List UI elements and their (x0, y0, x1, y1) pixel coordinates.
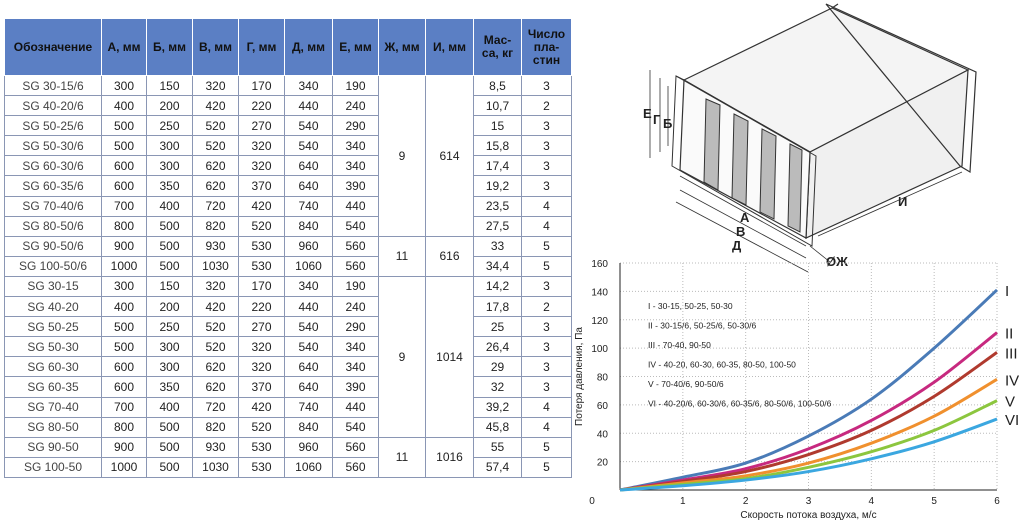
legend-entry: IV - 40-20, 60-30, 60-35, 80-50, 100-50 (648, 359, 796, 370)
dimension-cell: 350 (147, 176, 193, 196)
dimension-cell: 400 (102, 96, 147, 116)
dimension-cell: 440 (333, 196, 379, 216)
model-cell: SG 40-20 (5, 297, 102, 317)
dimension-cell: 560 (333, 437, 379, 457)
dimension-cell: 390 (333, 176, 379, 196)
dimension-cell: 530 (239, 437, 285, 457)
y-tick-label: 20 (596, 457, 608, 469)
dimension-cell: 400 (102, 297, 147, 317)
dimension-cell: 620 (193, 377, 239, 397)
plates-cell: 4 (522, 196, 572, 216)
dimension-cell: 820 (193, 216, 239, 236)
mass-cell: 39,2 (474, 397, 522, 417)
dimension-cell: 540 (333, 417, 379, 437)
model-cell: SG 80-50/6 (5, 216, 102, 236)
dimension-cell: 340 (285, 76, 333, 96)
y-tick-label: 100 (591, 344, 608, 356)
model-cell: SG 60-30 (5, 357, 102, 377)
dimension-cell: 1030 (193, 256, 239, 276)
model-cell: SG 90-50/6 (5, 236, 102, 256)
table-header-row (5, 19, 572, 76)
dimension-cell: 440 (285, 96, 333, 116)
column-header: Е, мм (333, 19, 379, 76)
dimension-cell: 840 (285, 417, 333, 437)
table-body (5, 76, 572, 478)
mass-cell: 45,8 (474, 417, 522, 437)
dimension-cell: 600 (102, 176, 147, 196)
mass-cell: 8,5 (474, 76, 522, 96)
table-row (5, 337, 572, 357)
dimension-cell: 900 (102, 437, 147, 457)
dimension-cell: 370 (239, 176, 285, 196)
dimension-cell: 930 (193, 437, 239, 457)
dimension-cell: 340 (333, 337, 379, 357)
dimension-cell: 930 (193, 236, 239, 256)
dimension-cell: 960 (285, 437, 333, 457)
model-cell: SG 100-50/6 (5, 256, 102, 276)
model-cell: SG 80-50 (5, 417, 102, 437)
dimension-cell: 530 (239, 236, 285, 256)
x-tick-label: 0 (589, 496, 595, 507)
plates-cell: 3 (522, 176, 572, 196)
dimension-cell: 420 (239, 397, 285, 417)
model-cell: SG 50-25 (5, 317, 102, 337)
dimension-cell: 420 (193, 297, 239, 317)
x-tick-label: 3 (805, 496, 812, 507)
dimension-cell: 390 (333, 377, 379, 397)
mass-cell: 14,2 (474, 276, 522, 296)
dimension-cell: 520 (193, 337, 239, 357)
dimension-cell: 740 (285, 196, 333, 216)
legend-entry: I - 30-15, 50-25, 50-30 (648, 301, 733, 311)
plates-cell: 3 (522, 317, 572, 337)
mass-cell: 15 (474, 116, 522, 136)
dimension-cell: 560 (333, 457, 379, 477)
dimension-cell: 420 (239, 196, 285, 216)
table-row (5, 136, 572, 156)
legend-entry: V - 70-40/6, 90-50/6 (648, 379, 724, 389)
y-tick-label: 120 (591, 315, 608, 327)
table-row (5, 397, 572, 417)
x-tick-label: 2 (742, 496, 749, 507)
dim-label-zh: ØЖ (826, 254, 848, 269)
model-cell: SG 70-40/6 (5, 196, 102, 216)
dim-label-v: В (736, 224, 746, 239)
dimension-cell: 530 (239, 256, 285, 276)
dimension-zh-cell: 11 (379, 437, 426, 477)
plates-cell: 5 (522, 236, 572, 256)
x-axis-label: Скорость потока воздуха, м/с (740, 510, 877, 521)
dimension-cell: 300 (102, 276, 147, 296)
dimension-cell: 400 (147, 196, 193, 216)
dimension-cell: 340 (333, 357, 379, 377)
mass-cell: 32 (474, 377, 522, 397)
model-cell: SG 60-35 (5, 377, 102, 397)
dimension-cell: 640 (285, 357, 333, 377)
dimension-cell: 440 (333, 397, 379, 417)
dimension-cell: 720 (193, 196, 239, 216)
legend-entry: III - 70-40, 90-50 (648, 340, 711, 350)
table-row (5, 276, 572, 296)
plates-cell: 5 (522, 256, 572, 276)
dimension-cell: 800 (102, 417, 147, 437)
table-row (5, 156, 572, 176)
dimension-cell: 370 (239, 377, 285, 397)
column-header: Ж, мм (379, 19, 426, 76)
dimension-cell: 640 (285, 156, 333, 176)
mass-cell: 23,5 (474, 196, 522, 216)
mass-cell: 57,4 (474, 457, 522, 477)
dimension-cell: 290 (333, 116, 379, 136)
mass-cell: 15,8 (474, 136, 522, 156)
dimension-cell: 1030 (193, 457, 239, 477)
dimension-cell: 320 (193, 76, 239, 96)
dimension-cell: 820 (193, 417, 239, 437)
dimension-cell: 540 (285, 337, 333, 357)
pressure-loss-chart (560, 245, 1024, 523)
dimension-cell: 600 (102, 357, 147, 377)
column-header: Б, мм (147, 19, 193, 76)
legend-entry: VI - 40-20/6, 60-30/6, 60-35/6, 80-50/6, 100-50/6 (648, 398, 832, 409)
plates-cell: 3 (522, 377, 572, 397)
dim-label-b: Б (663, 116, 673, 131)
table-row (5, 96, 572, 116)
dimension-cell: 320 (193, 276, 239, 296)
dimension-cell: 720 (193, 397, 239, 417)
y-axis-label: Потеря давления, Па (574, 327, 585, 426)
plates-cell: 2 (522, 297, 572, 317)
dim-label-i: И (898, 194, 908, 209)
model-cell: SG 50-30 (5, 337, 102, 357)
model-cell: SG 40-20/6 (5, 96, 102, 116)
plates-cell: 4 (522, 397, 572, 417)
dimension-cell: 300 (147, 156, 193, 176)
dim-label-a: А (740, 210, 750, 225)
dimension-cell: 320 (239, 337, 285, 357)
dimension-cell: 190 (333, 276, 379, 296)
dimension-cell: 250 (147, 116, 193, 136)
table-row (5, 116, 572, 136)
dimension-cell: 250 (147, 317, 193, 337)
dimension-cell: 240 (333, 297, 379, 317)
dimension-cell: 500 (147, 256, 193, 276)
column-header: А, мм (102, 19, 147, 76)
plates-cell: 3 (522, 136, 572, 156)
dimension-cell: 500 (102, 317, 147, 337)
column-header: Г, мм (239, 19, 285, 76)
dimension-cell: 520 (193, 116, 239, 136)
table-row (5, 196, 572, 216)
dimension-cell: 620 (193, 176, 239, 196)
plates-cell: 4 (522, 417, 572, 437)
plates-cell: 3 (522, 76, 572, 96)
model-cell: SG 50-25/6 (5, 116, 102, 136)
dimension-cell: 150 (147, 276, 193, 296)
y-tick-label: 140 (591, 287, 608, 299)
series-end-label: VI (1005, 412, 1020, 430)
dimension-cell: 840 (285, 216, 333, 236)
x-tick-label: 6 (994, 496, 1000, 507)
series-end-label: IV (1005, 372, 1020, 390)
series-line-III (620, 352, 997, 490)
dimension-i-cell: 1016 (426, 437, 474, 477)
plates-cell: 3 (522, 116, 572, 136)
mass-cell: 17,8 (474, 297, 522, 317)
dimension-cell: 350 (147, 377, 193, 397)
dimension-cell: 500 (147, 236, 193, 256)
plates-cell: 3 (522, 156, 572, 176)
plates-cell: 4 (522, 216, 572, 236)
dimension-cell: 440 (285, 297, 333, 317)
dimension-cell: 620 (193, 357, 239, 377)
series-end-label: V (1005, 393, 1016, 411)
dimension-cell: 540 (285, 116, 333, 136)
dimension-cell: 170 (239, 276, 285, 296)
mass-cell: 26,4 (474, 337, 522, 357)
dimension-cell: 200 (147, 297, 193, 317)
dimension-cell: 170 (239, 76, 285, 96)
dimension-cell: 420 (193, 96, 239, 116)
dimension-cell: 700 (102, 397, 147, 417)
dimension-cell: 270 (239, 317, 285, 337)
dimension-cell: 540 (285, 317, 333, 337)
dimension-cell: 520 (193, 317, 239, 337)
mass-cell: 19,2 (474, 176, 522, 196)
dimension-cell: 740 (285, 397, 333, 417)
x-tick-label: 4 (868, 496, 875, 507)
dimension-cell: 240 (333, 96, 379, 116)
dimension-cell: 530 (239, 457, 285, 477)
y-tick-label: 160 (591, 259, 608, 270)
dimension-cell: 500 (147, 437, 193, 457)
dimension-cell: 1060 (285, 256, 333, 276)
dimension-cell: 220 (239, 297, 285, 317)
spec-table (4, 18, 572, 478)
dimension-cell: 500 (102, 116, 147, 136)
plates-cell: 3 (522, 276, 572, 296)
dimension-cell: 640 (285, 176, 333, 196)
table-row (5, 216, 572, 236)
dimension-cell: 340 (333, 156, 379, 176)
table-row (5, 176, 572, 196)
dimension-cell: 1060 (285, 457, 333, 477)
dimension-cell: 520 (193, 136, 239, 156)
model-cell: SG 60-35/6 (5, 176, 102, 196)
dim-label-d: Д (732, 238, 742, 253)
model-cell: SG 50-30/6 (5, 136, 102, 156)
dimension-cell: 620 (193, 156, 239, 176)
dimension-cell: 300 (147, 357, 193, 377)
mass-cell: 33 (474, 236, 522, 256)
mass-cell: 25 (474, 317, 522, 337)
mass-cell: 55 (474, 437, 522, 457)
series-end-label: II (1005, 325, 1014, 343)
dimension-zh-cell: 11 (379, 236, 426, 276)
dimension-cell: 800 (102, 216, 147, 236)
table-row (5, 256, 572, 276)
column-header: Обозначение (5, 19, 102, 76)
dimension-cell: 500 (147, 216, 193, 236)
dimension-cell: 320 (239, 357, 285, 377)
model-cell: SG 30-15 (5, 276, 102, 296)
series-end-label: III (1005, 345, 1018, 363)
dimension-cell: 560 (333, 256, 379, 276)
dimension-cell: 300 (102, 76, 147, 96)
mass-cell: 17,4 (474, 156, 522, 176)
model-cell: SG 70-40 (5, 397, 102, 417)
dim-label-g: Г (653, 112, 661, 127)
plates-cell: 3 (522, 337, 572, 357)
dimension-cell: 300 (147, 136, 193, 156)
table-row (5, 377, 572, 397)
dimension-i-cell: 1014 (426, 276, 474, 437)
column-header: Д, мм (285, 19, 333, 76)
mass-cell: 10,7 (474, 96, 522, 116)
dimension-cell: 200 (147, 96, 193, 116)
mass-cell: 34,4 (474, 256, 522, 276)
table-row (5, 457, 572, 477)
plates-cell: 3 (522, 357, 572, 377)
dimension-cell: 960 (285, 236, 333, 256)
legend-entry: II - 30-15/6, 50-25/6, 50-30/6 (648, 320, 757, 331)
dimension-cell: 150 (147, 76, 193, 96)
column-header: И, мм (426, 19, 474, 76)
column-header: Мас- са, кг (474, 19, 522, 76)
dimension-cell: 520 (239, 216, 285, 236)
mass-cell: 29 (474, 357, 522, 377)
dimension-cell: 270 (239, 116, 285, 136)
dimension-i-cell: 614 (426, 76, 474, 237)
dimension-cell: 400 (147, 397, 193, 417)
dimension-cell: 320 (239, 156, 285, 176)
dimension-cell: 320 (239, 136, 285, 156)
dimension-cell: 900 (102, 236, 147, 256)
plates-cell: 5 (522, 457, 572, 477)
dimension-cell: 340 (333, 136, 379, 156)
x-tick-label: 1 (680, 496, 686, 507)
dimension-cell: 560 (333, 236, 379, 256)
table-row (5, 317, 572, 337)
dimension-cell: 1000 (102, 256, 147, 276)
dimension-cell: 540 (285, 136, 333, 156)
dimension-cell: 520 (239, 417, 285, 437)
model-cell: SG 100-50 (5, 457, 102, 477)
dimension-zh-cell: 9 (379, 76, 426, 237)
y-tick-label: 40 (596, 429, 608, 441)
dimension-cell: 600 (102, 377, 147, 397)
dimension-i-cell: 616 (426, 236, 474, 276)
model-cell: SG 60-30/6 (5, 156, 102, 176)
dimension-cell: 540 (333, 216, 379, 236)
dimension-cell: 340 (285, 276, 333, 296)
column-header: Число пла- стин (522, 19, 572, 76)
table-row (5, 236, 572, 256)
table-row (5, 297, 572, 317)
table-row (5, 357, 572, 377)
series-end-label: I (1005, 282, 1010, 300)
dimension-cell: 500 (102, 337, 147, 357)
table-row (5, 76, 572, 96)
table-row (5, 437, 572, 457)
model-cell: SG 30-15/6 (5, 76, 102, 96)
column-header: В, мм (193, 19, 239, 76)
dimension-cell: 500 (147, 457, 193, 477)
dimension-cell: 190 (333, 76, 379, 96)
plates-cell: 2 (522, 96, 572, 116)
dimension-cell: 600 (102, 156, 147, 176)
dimension-cell: 290 (333, 317, 379, 337)
dimension-cell: 220 (239, 96, 285, 116)
y-tick-label: 60 (596, 400, 608, 412)
dimension-cell: 500 (147, 417, 193, 437)
dimension-cell: 1000 (102, 457, 147, 477)
plates-cell: 5 (522, 437, 572, 457)
y-tick-label: 80 (596, 372, 608, 384)
dimension-cell: 700 (102, 196, 147, 216)
dimension-cell: 500 (102, 136, 147, 156)
dimension-zh-cell: 9 (379, 276, 426, 437)
dim-label-e: Е (643, 106, 652, 121)
model-cell: SG 90-50 (5, 437, 102, 457)
mass-cell: 27,5 (474, 216, 522, 236)
dimension-cell: 640 (285, 377, 333, 397)
x-tick-label: 5 (931, 496, 937, 507)
table-row (5, 417, 572, 437)
dimension-cell: 300 (147, 337, 193, 357)
